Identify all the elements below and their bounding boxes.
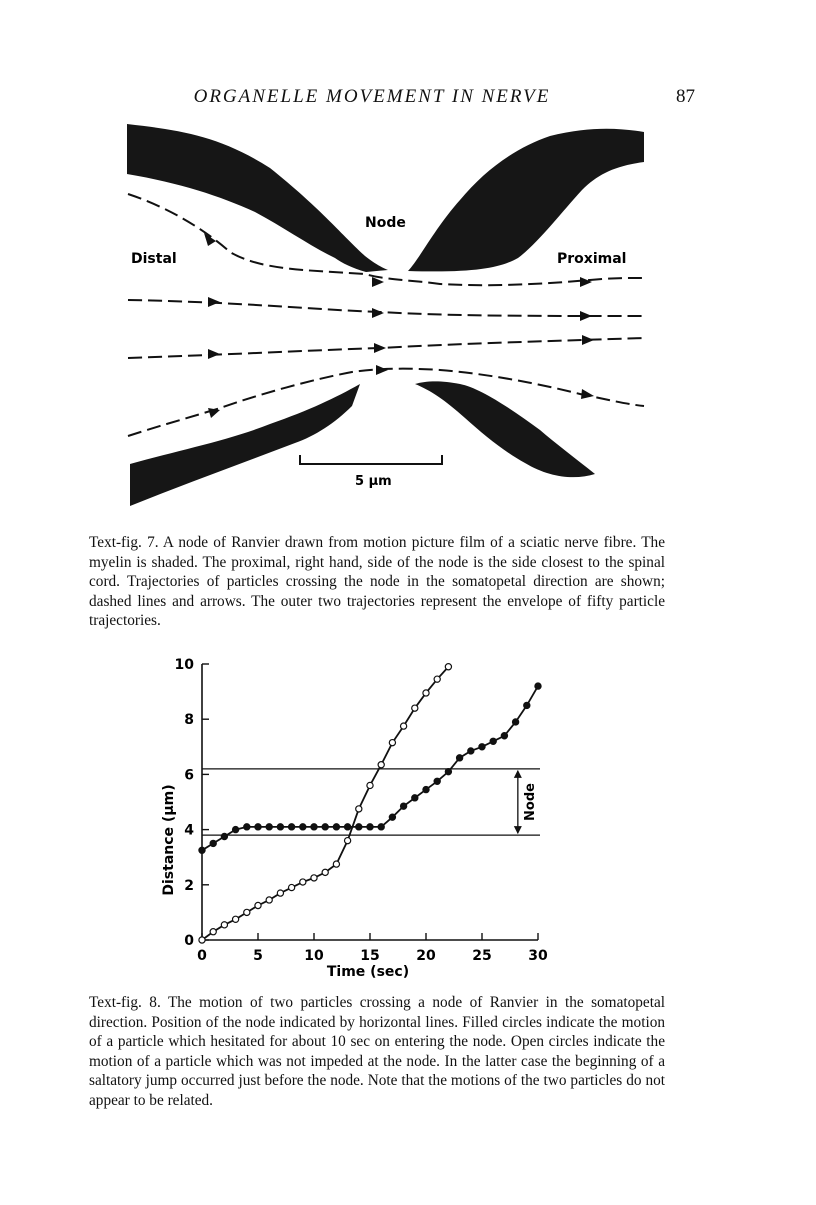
open-data-point [401,723,407,729]
open-data-point [445,664,451,670]
filled-data-point [423,786,429,792]
node-label: Node [522,783,538,821]
filled-data-point [233,827,239,833]
filled-data-point [457,755,463,761]
open-data-point [255,902,261,908]
open-data-point [333,861,339,867]
arrow-icon [580,311,592,321]
open-data-point [210,929,216,935]
open-data-point [266,897,272,903]
scale-label: 5 μm [355,474,392,489]
trajectory-top [128,194,644,285]
proximal-label: Proximal [557,251,627,267]
myelin-upper-left [127,124,388,272]
open-data-point [423,690,429,696]
open-data-point [322,869,328,875]
arrow-icon [580,277,592,287]
x-tick-label: 20 [416,948,436,964]
open-data-point [378,762,384,768]
node-label: Node [365,215,406,231]
filled-data-point [333,824,339,830]
open-data-point [277,890,283,896]
open-data-point [412,705,418,711]
arrow-icon [376,365,388,375]
figure7-caption: Text-fig. 7. A node of Ranvier drawn from motion picture film of a sciatic nerve fibre. The myelin is shaded. The proximal, right hand, side of the node is the side closest to the spinal cord. Trajectories of particles crossing the node in the somatopetal direction are shown; dashed lines and arrows. The outer two trajectories represent the envelope of fifty particle trajectories. [89,534,665,630]
x-tick-label: 0 [197,948,207,964]
x-axis-label: Time (sec) [326,964,410,980]
open-data-point [434,676,440,682]
running-title: ORGANELLE MOVEMENT IN NERVE [193,86,551,107]
open-data-point [356,806,362,812]
y-tick-label: 0 [184,933,194,949]
filled-data-point [401,803,407,809]
y-tick-label: 4 [184,822,194,839]
filled-data-point [311,824,317,830]
y-tick-label: 6 [184,767,194,784]
running-head [0,86,816,110]
filled-data-point [479,744,485,750]
open-data-point [244,909,250,915]
distance-time-chart [150,650,570,990]
trajectory-bottom [128,369,644,436]
filled-data-point [501,733,507,739]
open-data-point [345,838,351,844]
open-data-point [199,937,205,943]
filled-data-point [277,824,283,830]
arrow-icon [208,297,220,307]
open-data-point [389,740,395,746]
open-data-point [300,879,306,885]
filled-data-point [210,840,216,846]
filled-data-point [445,769,451,775]
filled-data-point [468,748,474,754]
arrow-icon [372,308,384,318]
y-axis-label: Distance (μm) [161,784,177,896]
arrowhead-down-icon [514,826,522,834]
filled-data-point [412,795,418,801]
open-data-point [311,875,317,881]
y-tick-label: 8 [184,712,194,729]
filled-data-point [289,824,295,830]
arrow-icon [581,389,594,399]
y-tick-label: 2 [184,877,194,894]
filled-data-point [389,814,395,820]
arrow-icon [374,343,386,353]
y-tick-label: 10 [174,657,194,673]
filled-data-point [300,824,306,830]
filled-data-point [513,719,519,725]
filled-data-point [434,778,440,784]
x-tick-label: 15 [360,948,380,964]
filled-data-point [535,683,541,689]
filled-data-point [345,824,351,830]
open-data-point [221,922,227,928]
distal-label: Distal [131,251,177,267]
arrow-icon [208,349,220,359]
filled-data-point [199,847,205,853]
figure8-caption: Text-fig. 8. The motion of two particles crossing a node of Ranvier in the somatopetal direction. Position of the node indicated by horizontal lines. Filled circles indicate the motion of a particle which hesitated for about 10 sec on entering the node. Open circles indicate the motion of a particle which was not impeded at the node. In the latter case the beginning of a saltatory jump occurred just before the node. Note that the motions of the two particles do not appear to be related. [89,994,665,1109]
filled-data-point [378,824,384,830]
filled-data-point [367,824,373,830]
trajectory-2 [128,300,644,316]
node-of-ranvier-figure [120,118,660,518]
x-tick-label: 5 [253,948,263,964]
page-number: 87 [676,86,695,107]
filled-data-point [356,824,362,830]
open-data-point [233,916,239,922]
filled-data-point [255,824,261,830]
arrow-icon [582,335,594,345]
arrowhead-up-icon [514,770,522,778]
filled-data-point [244,824,250,830]
x-tick-label: 25 [472,948,492,964]
x-tick-label: 30 [528,948,548,964]
filled-data-point [266,824,272,830]
scale-bar [300,455,442,464]
filled-data-point [490,738,496,744]
filled-data-point [524,702,530,708]
open-data-point [367,782,373,788]
filled-data-point [322,824,328,830]
x-tick-label: 10 [304,948,324,964]
filled-data-point [221,833,227,839]
myelin-lower-left [130,384,360,506]
open-data-point [289,884,295,890]
